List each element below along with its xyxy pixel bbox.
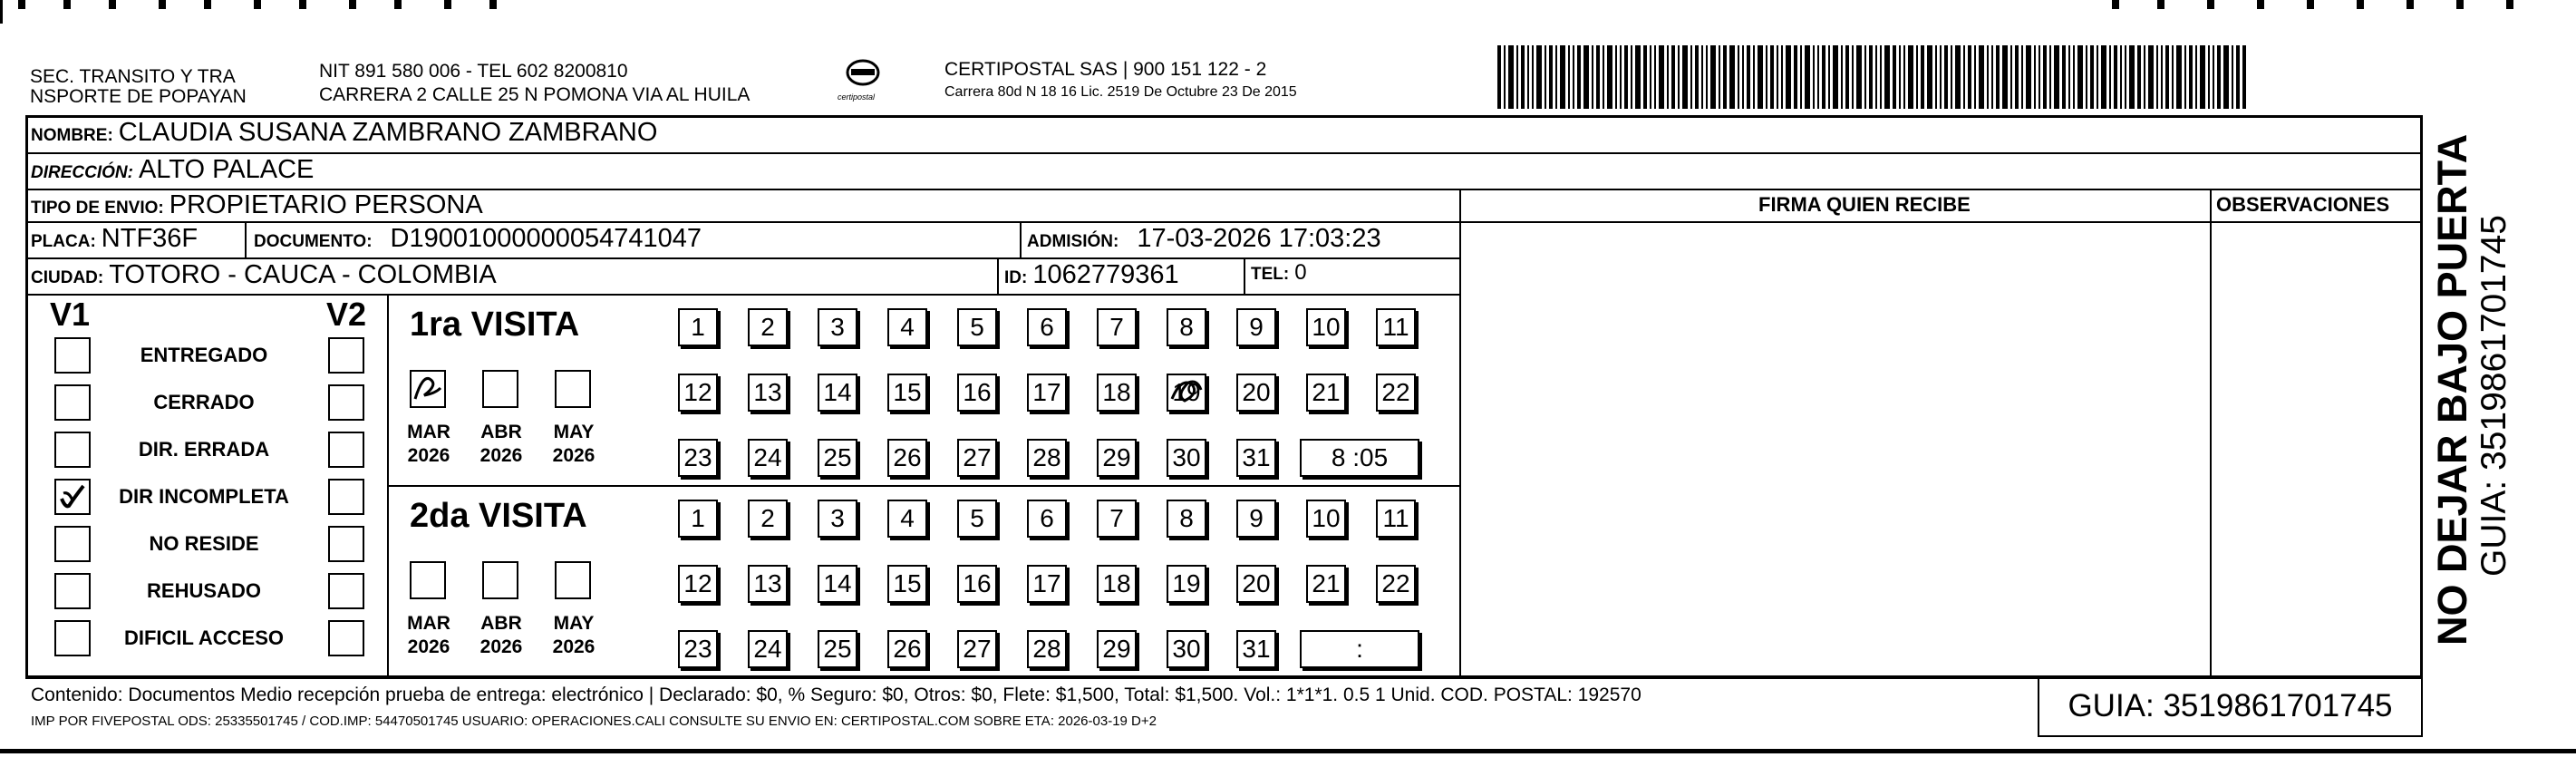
- day-number: 28: [1032, 635, 1061, 663]
- tel-cell: [1251, 260, 1307, 286]
- day-number: 22: [1381, 378, 1410, 406]
- day-number: 21: [1312, 378, 1341, 406]
- second-visit-day-box[interactable]: [1376, 500, 1416, 538]
- day-number: 6: [1040, 313, 1054, 341]
- day-number: 19: [1172, 378, 1201, 406]
- day-number: 16: [963, 569, 992, 597]
- first-visit-day-box[interactable]: [1236, 439, 1276, 477]
- day-number: 10: [1312, 504, 1341, 532]
- second-visit-day-box[interactable]: [818, 630, 857, 668]
- admision-cell: [1027, 224, 1381, 254]
- day-number: 11: [1382, 313, 1409, 341]
- first-visit-day-box[interactable]: [818, 439, 857, 477]
- firma-header: FIRMA QUIEN RECIBE: [1758, 193, 1971, 216]
- month-year: 2026: [479, 636, 523, 657]
- divider: [387, 485, 1459, 487]
- day-number: 31: [1242, 443, 1271, 471]
- status-label: ENTREGADO: [140, 344, 268, 366]
- tel-value: 0: [1294, 260, 1307, 285]
- month-year: 2026: [552, 445, 596, 466]
- v2-checkbox[interactable]: [328, 432, 364, 468]
- second-visit-month-label: [397, 612, 460, 659]
- second-visit-title: 2da VISITA: [410, 497, 587, 535]
- month-year: 2026: [407, 636, 450, 657]
- tel-label: TEL:: [1251, 265, 1290, 284]
- divider: [1020, 221, 1022, 257]
- day-number: 12: [683, 378, 712, 406]
- day-number: 6: [1040, 504, 1054, 532]
- second-visit-day-box[interactable]: [957, 565, 997, 603]
- day-number: 8: [1179, 313, 1194, 341]
- month-year: 2026: [552, 636, 596, 657]
- second-visit-day-box[interactable]: [957, 630, 997, 668]
- v1-checkbox[interactable]: [54, 620, 91, 656]
- second-visit-day-box[interactable]: [748, 630, 788, 668]
- documento-label: DOCUMENTO:: [254, 232, 373, 251]
- sender-nit: NIT 891 580 006 - TEL 602 8200810: [319, 61, 628, 82]
- day-number: 24: [753, 635, 782, 663]
- svg-text:certipostal: certipostal: [838, 92, 876, 102]
- divider: [2421, 677, 2423, 737]
- day-number: 23: [683, 443, 712, 471]
- month-year: 2026: [407, 445, 450, 466]
- day-number: 2: [760, 504, 775, 532]
- first-visit-month-box[interactable]: [482, 370, 518, 408]
- day-number: 1: [691, 504, 705, 532]
- status-label: NO RESIDE: [149, 532, 259, 555]
- first-visit-title: 1ra VISITA: [410, 306, 580, 344]
- first-visit-day-box[interactable]: [957, 374, 997, 412]
- first-visit-month-label: [397, 421, 460, 468]
- tipo-envio-row: [31, 190, 483, 220]
- second-visit-month-label: [470, 612, 533, 659]
- day-number: 9: [1249, 313, 1264, 341]
- divider: [245, 221, 247, 257]
- first-visit-day-box[interactable]: [1306, 308, 1346, 346]
- tipo-envio-value: PROPIETARIO PERSONA: [169, 190, 483, 219]
- side-guia-number: GUIA: 3519861701745: [2474, 215, 2513, 577]
- day-number: 17: [1032, 378, 1061, 406]
- id-label: ID:: [1004, 268, 1028, 287]
- first-visit-day-box[interactable]: [748, 308, 788, 346]
- v1-checkbox[interactable]: [54, 384, 91, 421]
- v1-checkbox[interactable]: [54, 337, 91, 374]
- day-number: 11: [1382, 504, 1409, 532]
- barcode: [1497, 45, 2246, 109]
- first-visit-day-box[interactable]: [887, 374, 927, 412]
- day-number: 15: [893, 569, 922, 597]
- second-visit-day-box[interactable]: [887, 565, 927, 603]
- documento-cell: [254, 224, 702, 254]
- first-visit-day-box[interactable]: [818, 374, 857, 412]
- first-visit-day-box[interactable]: [1167, 308, 1206, 346]
- first-visit-day-box[interactable]: [1376, 308, 1416, 346]
- documento-value: D19001000000054741047: [390, 224, 702, 253]
- first-visit-time-box[interactable]: [1300, 439, 1419, 477]
- day-number: 14: [823, 569, 852, 597]
- second-visit-day-box[interactable]: [887, 500, 927, 538]
- first-visit-day-box[interactable]: [957, 439, 997, 477]
- day-number: 13: [753, 569, 782, 597]
- second-visit-day-box[interactable]: [1167, 565, 1206, 603]
- courier-license: Carrera 80d N 18 16 Lic. 2519 De Octubre 23 De 2015: [944, 84, 1297, 100]
- day-number: 29: [1102, 635, 1131, 663]
- day-number: 15: [893, 378, 922, 406]
- first-visit-day-box[interactable]: [957, 308, 997, 346]
- second-visit-day-box[interactable]: [957, 500, 997, 538]
- first-visit-day-box[interactable]: [1236, 308, 1276, 346]
- day-number: 5: [970, 504, 984, 532]
- v2-checkbox[interactable]: [328, 526, 364, 562]
- handwritten-scribble-icon: [1168, 375, 1205, 410]
- second-visit-month-box[interactable]: [410, 561, 446, 599]
- divider: [2210, 189, 2212, 677]
- second-visit-day-box[interactable]: [887, 630, 927, 668]
- day-number: 4: [900, 313, 915, 341]
- check-mark-icon: [56, 481, 89, 513]
- day-number: 17: [1032, 569, 1061, 597]
- v1-header: V1: [50, 296, 91, 333]
- second-visit-month-box[interactable]: [555, 561, 591, 599]
- day-number: 9: [1249, 504, 1264, 532]
- day-number: 24: [753, 443, 782, 471]
- second-visit-day-box[interactable]: [1236, 630, 1276, 668]
- divider: [25, 294, 1459, 296]
- second-visit-day-box[interactable]: [678, 565, 718, 603]
- top-perforation-marks: [0, 0, 2576, 24]
- v1-checkbox[interactable]: [54, 526, 91, 562]
- divider: [1244, 257, 1245, 294]
- second-visit-month-box[interactable]: [482, 561, 518, 599]
- first-visit-day-box[interactable]: [678, 308, 718, 346]
- second-visit-day-box[interactable]: [818, 500, 857, 538]
- second-visit-day-box[interactable]: [1097, 565, 1137, 603]
- month-name: MAR: [407, 613, 450, 634]
- divider: [1459, 189, 1461, 677]
- second-visit-day-box[interactable]: [1167, 500, 1206, 538]
- courier-company: CERTIPOSTAL SAS | 900 151 122 - 2: [944, 59, 1267, 80]
- first-visit-day-box[interactable]: [1097, 374, 1137, 412]
- placa-cell: [31, 224, 198, 254]
- v2-header: V2: [326, 296, 367, 333]
- day-number: 3: [830, 504, 845, 532]
- day-number: 16: [963, 378, 992, 406]
- day-number: 18: [1102, 378, 1131, 406]
- first-visit-month-label: [542, 421, 605, 468]
- visit-time: 8 :05: [1331, 443, 1389, 471]
- v2-checkbox[interactable]: [328, 337, 364, 374]
- handwritten-mark-icon: [412, 372, 444, 406]
- day-number: 8: [1179, 504, 1194, 532]
- visit-time: :: [1356, 635, 1363, 663]
- day-number: 14: [823, 378, 852, 406]
- day-number: 30: [1172, 443, 1201, 471]
- ciudad-row: [31, 260, 497, 290]
- direccion-label: DIRECCIÓN:: [31, 163, 133, 182]
- first-visit-day-box[interactable]: [887, 308, 927, 346]
- day-number: 19: [1172, 569, 1201, 597]
- first-visit-day-box[interactable]: [678, 374, 718, 412]
- first-visit-day-box[interactable]: [887, 439, 927, 477]
- day-number: 20: [1242, 378, 1271, 406]
- first-visit-day-box[interactable]: [1236, 374, 1276, 412]
- first-visit-day-box[interactable]: [1027, 308, 1067, 346]
- first-visit-day-box[interactable]: [1097, 308, 1137, 346]
- divider: [387, 294, 389, 675]
- v1-checkbox[interactable]: [54, 573, 91, 609]
- second-visit-day-box[interactable]: [1097, 500, 1137, 538]
- day-number: 25: [823, 635, 852, 663]
- day-number: 2: [760, 313, 775, 341]
- day-number: 7: [1109, 504, 1124, 532]
- v2-checkbox[interactable]: [328, 479, 364, 515]
- day-number: 31: [1242, 635, 1271, 663]
- status-label: DIFICIL ACCESO: [123, 626, 284, 649]
- v2-checkbox[interactable]: [328, 573, 364, 609]
- first-visit-day-box[interactable]: [1027, 439, 1067, 477]
- status-label: DIR INCOMPLETA: [119, 485, 289, 508]
- status-label: CERRADO: [153, 391, 255, 413]
- day-number: 26: [893, 443, 922, 471]
- day-number: 7: [1109, 313, 1124, 341]
- day-number: 26: [893, 635, 922, 663]
- month-name: MAR: [407, 422, 450, 442]
- second-visit-day-box[interactable]: [1027, 500, 1067, 538]
- first-visit-month-label: [470, 421, 533, 468]
- direccion-row: [31, 155, 314, 185]
- sender-name-line1: SEC. TRANSITO Y TRA: [30, 66, 236, 87]
- day-number: 10: [1312, 313, 1341, 341]
- divider: [2038, 735, 2423, 737]
- first-visit-month-box[interactable]: [555, 370, 591, 408]
- day-number: 21: [1312, 569, 1341, 597]
- nombre-row: [31, 118, 657, 148]
- second-visit-day-box[interactable]: [1306, 565, 1346, 603]
- second-visit-day-box[interactable]: [1167, 630, 1206, 668]
- first-visit-day-box[interactable]: [678, 439, 718, 477]
- admision-value: 17-03-2026 17:03:23: [1137, 224, 1381, 253]
- month-name: MAY: [553, 422, 595, 442]
- no-dejar-bajo-puerta: NO DEJAR BAJO PUERTA: [2429, 133, 2475, 646]
- day-number: 27: [963, 635, 992, 663]
- nombre-value: CLAUDIA SUSANA ZAMBRANO ZAMBRANO: [118, 118, 658, 147]
- second-visit-day-box[interactable]: [678, 630, 718, 668]
- day-number: 3: [830, 313, 845, 341]
- second-visit-day-box[interactable]: [818, 565, 857, 603]
- ciudad-label: CIUDAD:: [31, 268, 104, 287]
- day-number: 23: [683, 635, 712, 663]
- observaciones-header: OBSERVACIONES: [2216, 193, 2390, 216]
- ciudad-value: TOTORO - CAUCA - COLOMBIA: [109, 260, 497, 289]
- month-name: ABR: [480, 422, 522, 442]
- day-number: 28: [1032, 443, 1061, 471]
- direccion-value: ALTO PALACE: [138, 155, 315, 184]
- sender-name-line2: NSPORTE DE POPAYAN: [30, 86, 247, 107]
- contenido-line: Contenido: Documentos Medio recepción prueba de entrega: electrónico | Declarado: $0, % Seguro: $0, Otros: $0, Flete: $1,500, Total: $1,500. Vol.: 1*1*1. 0.5 1 Unid. COD. POSTAL: 192570: [31, 684, 1641, 705]
- day-number: 30: [1172, 635, 1201, 663]
- status-label: REHUSADO: [147, 579, 261, 602]
- nombre-label: NOMBRE:: [31, 126, 113, 145]
- placa-label: PLACA:: [31, 232, 96, 251]
- bottom-cut-line: [0, 749, 2576, 753]
- day-number: 25: [823, 443, 852, 471]
- first-visit-day-box[interactable]: [1306, 374, 1346, 412]
- tipo-envio-label: TIPO DE ENVIO:: [31, 199, 164, 218]
- placa-value: NTF36F: [101, 224, 199, 253]
- second-visit-day-box[interactable]: [1236, 565, 1276, 603]
- second-visit-day-box[interactable]: [1236, 500, 1276, 538]
- day-number: 5: [970, 313, 984, 341]
- day-number: 1: [691, 313, 705, 341]
- second-visit-day-box[interactable]: [748, 565, 788, 603]
- month-year: 2026: [479, 445, 523, 466]
- second-visit-day-box[interactable]: [1027, 565, 1067, 603]
- divider: [25, 152, 2423, 154]
- first-visit-month-box[interactable]: [410, 370, 446, 408]
- guia-number: GUIA: 3519861701745: [2068, 688, 2393, 723]
- second-visit-month-label: [542, 612, 605, 659]
- month-name: ABR: [480, 613, 522, 634]
- day-number: 4: [900, 504, 915, 532]
- day-number: 27: [963, 443, 992, 471]
- divider: [997, 257, 999, 294]
- id-value: 1062779361: [1032, 260, 1179, 289]
- first-visit-day-box[interactable]: [748, 439, 788, 477]
- day-number: 29: [1102, 443, 1131, 471]
- second-visit-day-box[interactable]: [1376, 565, 1416, 603]
- day-number: 22: [1381, 569, 1410, 597]
- v2-checkbox[interactable]: [328, 384, 364, 421]
- first-visit-day-box[interactable]: [1097, 439, 1137, 477]
- first-visit-day-box[interactable]: [1027, 374, 1067, 412]
- imp-line: IMP POR FIVEPOSTAL ODS: 25335501745 / COD.IMP: 54470501745 USUARIO: OPERACIONES.CALI CONSULTE SU ENVIO EN: CERTIPOSTAL.COM SOBRE ETA: 2026-03-19 D+2: [31, 714, 1157, 729]
- divider: [1459, 221, 2423, 223]
- first-visit-day-box[interactable]: [1167, 439, 1206, 477]
- month-name: MAY: [553, 613, 595, 634]
- day-number: 18: [1102, 569, 1131, 597]
- second-visit-day-box[interactable]: [1097, 630, 1137, 668]
- day-number: 12: [683, 569, 712, 597]
- second-visit-day-box[interactable]: [1306, 500, 1346, 538]
- day-number: 13: [753, 378, 782, 406]
- day-number: 20: [1242, 569, 1271, 597]
- id-cell: [1004, 260, 1179, 290]
- first-visit-day-box[interactable]: [748, 374, 788, 412]
- first-visit-day-box[interactable]: [1167, 374, 1206, 412]
- second-visit-day-box[interactable]: [678, 500, 718, 538]
- v2-checkbox[interactable]: [328, 620, 364, 656]
- second-visit-time-box[interactable]: [1300, 630, 1419, 668]
- second-visit-day-box[interactable]: [748, 500, 788, 538]
- first-visit-day-box[interactable]: [818, 308, 857, 346]
- second-visit-day-box[interactable]: [1027, 630, 1067, 668]
- first-visit-day-box[interactable]: [1376, 374, 1416, 412]
- admision-label: ADMISIÓN:: [1027, 232, 1119, 251]
- divider: [25, 675, 2423, 677]
- certipostal-logo: [836, 54, 944, 109]
- v1-checkbox[interactable]: [54, 479, 91, 515]
- status-label: DIR. ERRADA: [138, 438, 270, 461]
- sender-address: CARRERA 2 CALLE 25 N POMONA VIA AL HUILA: [319, 84, 751, 105]
- v1-checkbox[interactable]: [54, 432, 91, 468]
